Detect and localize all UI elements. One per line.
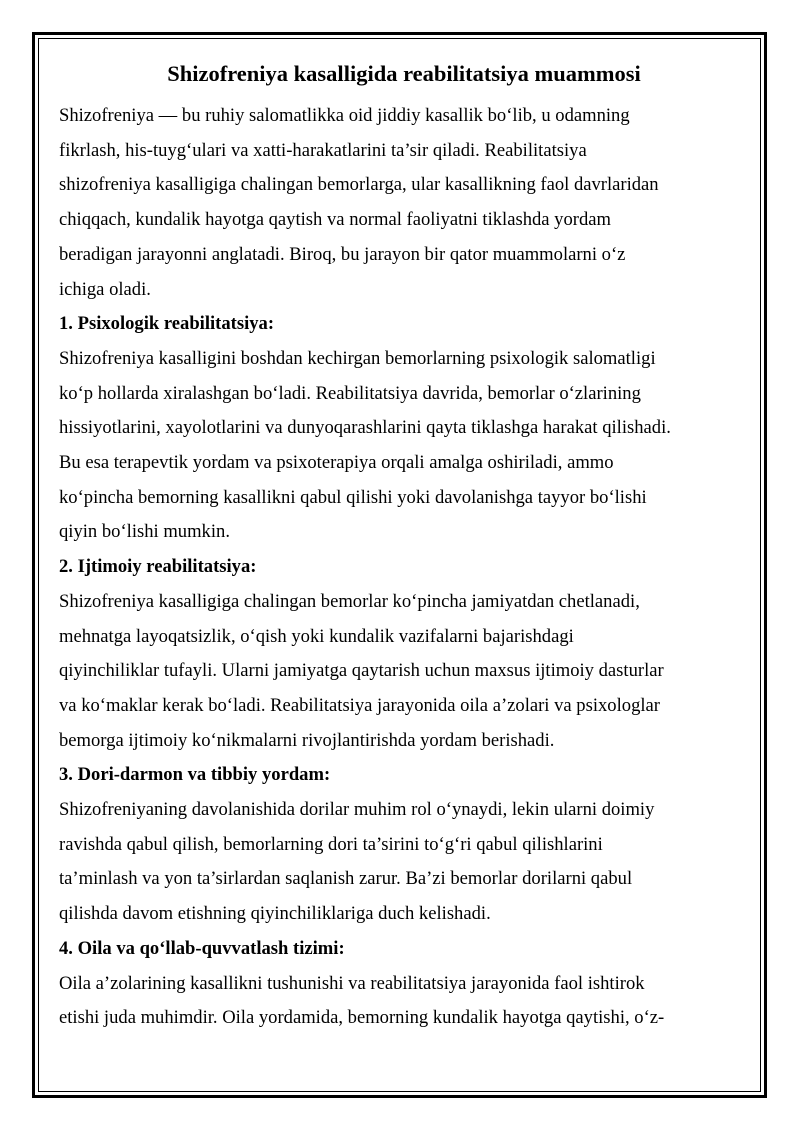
section-heading: 4. Oila va qo‘llab-quvvatlash tizimi: (59, 937, 345, 959)
section-heading: 3. Dori-darmon va tibbiy yordam: (59, 764, 331, 786)
section-paragraph: Shizofreniya kasalligiga chalingan bemorlar ko‘pincha jamiyatdan chetlanadi, mehnatga layoqatsizlik, o‘qish yoki kundalik vazifalarni bajarishdagi qiyinchiliklar tufayli. Ularni jamiyatga qaytarish uchun maxsus ijtimoiy dasturlar va ko‘maklar kerak bo‘ladi. Reabilitatsiya jarayonida oila a’zolari va psixologlar bemorga ijtimoiy ko‘nikmalarni rivojlantirishda yordam berishadi. (59, 590, 664, 751)
section-paragraph: Shizofreniya kasalligini boshdan kechirgan bemorlarning psixologik salomatligi ko‘p hollarda xiralashgan bo‘ladi. Reabilitatsiya davrida, bemorlar o‘zlarining hissiyotlarini, xayolotlarini va dunyoqarashlarini qayta tiklashga harakat qilishadi. Bu esa terapevtik yordam va psixoterapiya orqali amalga oshiriladi, ammo ko‘pincha bemorning kasallikni qabul qilishi yoki davolanishga tayyor bo‘lishi qiyin bo‘lishi mumkin. (59, 347, 671, 543)
section-paragraph: Oila a’zolarining kasallikni tushunishi va reabilitatsiya jarayonida faol ishtirok etishi juda muhimdir. Oila yordamida, bemorning kundalik hayotga qaytishi, o‘z- (59, 972, 665, 1029)
section-social (59, 550, 749, 758)
section-medication (59, 758, 749, 932)
document-title: Shizofreniya kasalligida reabilitatsiya muammosi (167, 61, 641, 86)
section-paragraph: Shizofreniyaning davolanishida dorilar muhim rol o‘ynaydi, lekin ularni doimiy ravishda qabul qilish, bemorlarning dori ta’sirini to‘g‘ri qabul qilishlarini ta’minlash va yon ta’sirlardan saqlanish zarur. Ba’zi bemorlar dorilarni qabul qilishda davom etishning qiyinchiliklariga duch kelishadi. (59, 799, 655, 925)
section-heading: 1. Psixologik reabilitatsiya: (59, 313, 275, 335)
document-body (59, 55, 749, 1036)
section-psychological (59, 307, 749, 550)
section-heading: 2. Ijtimoiy reabilitatsiya: (59, 556, 257, 578)
intro-paragraph: Shizofreniya — bu ruhiy salomatlikka oid jiddiy kasallik bo‘lib, u odamning fikrlash, his-tuyg‘ulari va xatti-harakatlarini ta’sir qiladi. Reabilitatsiya shizofreniya kasalligiga chalingan bemorlarga, ular kasallikning faol davrlaridan chiqqach, kundalik hayotga qaytish va normal faoliyatni tiklashda yordam beradigan jarayonni anglatadi. Biroq, bu jarayon bir qator muammolarni o‘z ichiga oladi. (59, 105, 659, 300)
section-family-support (59, 932, 749, 1036)
